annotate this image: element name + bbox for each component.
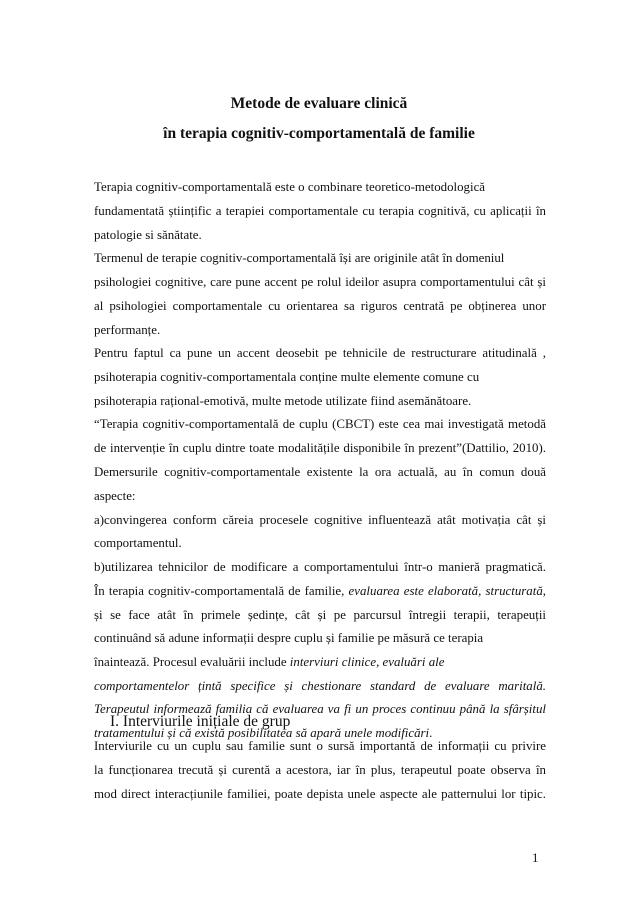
italic-text: tratamentului și că există posibilitatea să apară unele modificări [94, 726, 430, 740]
text-run: psihologiei cognitive, care pune accent pe rolul ideilor asupra comportamentului cât și [94, 275, 546, 289]
italic-text: Terapeutul informează familia că evaluarea va fi un proces continuu până la sfârșitul [94, 702, 546, 716]
text-run: a)convingerea conform căreia procesele cognitive influentează atât motivația cât și [94, 513, 546, 527]
page-number: 1 [532, 851, 539, 865]
text-line [94, 345, 546, 361]
section-heading: I. Interviurile inițiale de grup [110, 713, 291, 730]
text-line [94, 179, 485, 195]
text-run: de intervenție în cuplu dintre toate modalitățile disponibile în prezent”(Dattilio, 2010). [94, 441, 546, 455]
text-run: Terapia cognitiv-comportamentală este o combinare teoretico-metodologică [94, 180, 486, 194]
text-run: aspecte: [94, 489, 136, 503]
text-run: patologie si sănătate. [94, 228, 202, 242]
text-line [94, 298, 546, 314]
text-run: la funcționarea trecută și curentă a acestora, iar în plus, terapeutul poate observa în [94, 763, 546, 777]
text-line [94, 488, 136, 504]
text-line [94, 630, 483, 646]
italic-text: interviuri clinice, evaluări ale [289, 655, 445, 669]
text-line [94, 738, 546, 754]
text-line [94, 416, 546, 432]
text-line [94, 464, 546, 480]
text-run: Interviurile cu un cuplu sau familie sunt o sursă importantă de informații cu privire [94, 739, 546, 753]
text-line [94, 535, 182, 551]
text-line [94, 512, 546, 528]
text-run: comportamentul. [94, 536, 182, 550]
text-run: al psihologiei comportamentale cu orientarea sa riguros centrată pe obținerea unor [94, 299, 546, 313]
text-line [94, 762, 546, 778]
italic-text: comportamentelor țintă specifice și chestionare standard de evaluare maritală. [94, 679, 546, 693]
title-line-2: în terapia cognitiv-comportamentală de familie [163, 125, 475, 142]
text-run: În terapia cognitiv-comportamentală de familie, [94, 584, 349, 598]
title-line-1: Metode de evaluare clinică [230, 95, 408, 112]
text-line [94, 274, 546, 290]
text-run: “Terapia cognitiv-comportamentală de cuplu (CBCT) este cea mai investigată metodă [94, 417, 546, 431]
text-run: fundamentată științific a terapiei comportamentale cu terapia cognitivă, cu aplicații în [94, 204, 546, 218]
text-line [94, 583, 546, 599]
text-run: înaintează. Procesul evaluării include [94, 655, 290, 669]
text-run: Termenul de terapie cognitiv-comportamentală își are originile atât în domeniul [94, 251, 505, 265]
text-run: și se face atât în primele ședințe, cât și pe parcursul întregii terapii, terapeuții [94, 608, 546, 622]
text-run: , [542, 584, 546, 598]
text-line [94, 369, 479, 385]
text-run: psihoterapia cognitiv-comportamentala conține multe elemente comune cu [94, 370, 480, 384]
text-line [94, 607, 546, 623]
text-line [94, 678, 546, 694]
text-line [94, 654, 444, 670]
text-line [94, 440, 546, 456]
italic-text: evaluarea este elaborată, structurată [348, 584, 543, 598]
text-line [94, 393, 471, 409]
text-run: Demersurile cognitiv-comportamentale existente la ora actuală, au în comun două [94, 465, 546, 479]
text-run: performanțe. [94, 323, 161, 337]
text-run: continuând să adune informații despre cuplu și familie pe măsură ce terapia [94, 631, 484, 645]
text-line [94, 559, 546, 575]
text-run: mod direct interacțiunile familiei, poate depista unele aspecte ale patternului lor tipic. [94, 787, 546, 801]
text-run: psihoterapia rațional-emotivă, multe metode utilizate fiind asemănătoare. [94, 394, 472, 408]
text-line [94, 203, 546, 219]
text-run: . [429, 726, 433, 740]
text-line [94, 227, 202, 243]
text-line [94, 250, 504, 266]
text-run: Pentru faptul ca pune un accent deosebit pe tehnicile de restructurare atitudinală , [94, 346, 546, 360]
text-line [94, 786, 546, 802]
text-run: b)utilizarea tehnicilor de modificare a comportamentului într-o manieră pragmatică. [94, 560, 546, 574]
text-line [94, 322, 160, 338]
